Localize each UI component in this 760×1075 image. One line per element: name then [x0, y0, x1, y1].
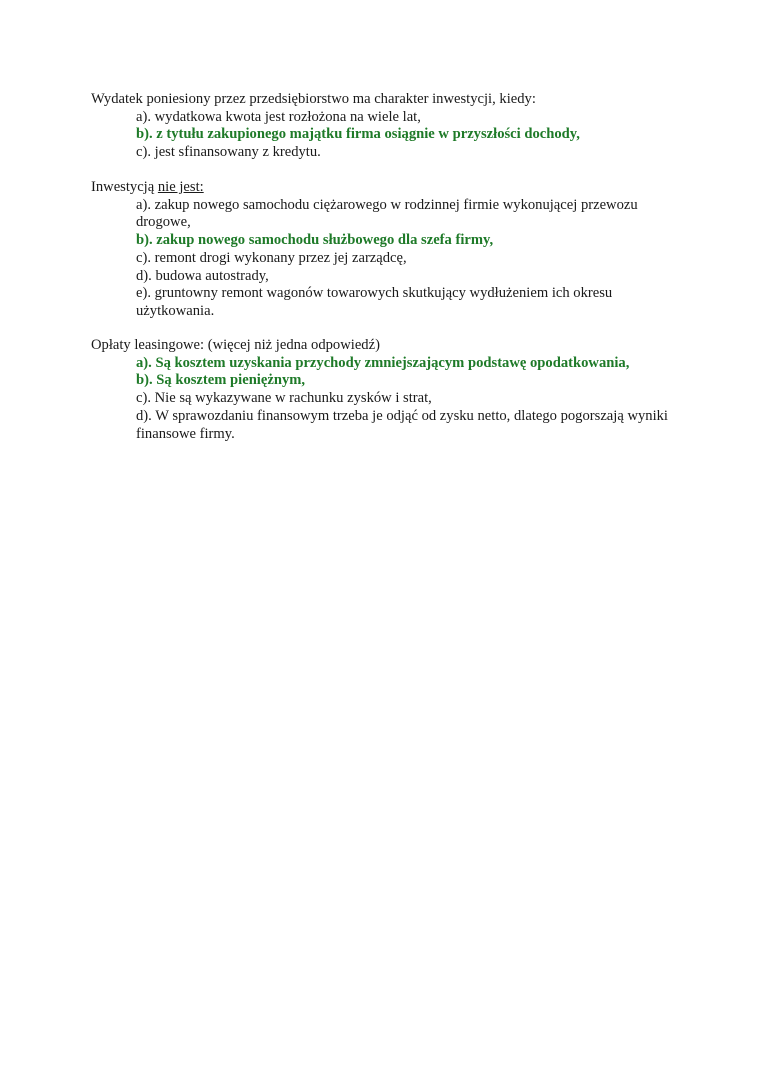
question-prompt-prefix: Inwestycją — [91, 179, 158, 195]
question-prompt: Opłaty leasingowe: (więcej niż jedna odpowiedź) — [91, 337, 380, 353]
question-prompt-underlined: nie jest: — [157, 179, 204, 195]
answer-list — [136, 109, 681, 162]
question-prompt — [91, 179, 681, 197]
answer-list — [136, 197, 681, 321]
answer-option-correct: a). Są kosztem uzyskania przychody zmniejszającym podstawę opodatkowania, — [136, 354, 630, 371]
question-1 — [91, 91, 681, 162]
answer-list — [136, 355, 681, 444]
answer-option: a). zakup nowego samochodu ciężarowego w rodzinnej firmie wykonującej przewozu drogowe, — [136, 196, 638, 231]
question-prompt: Wydatek poniesiony przez przedsiębiorstwo ma charakter inwestycji, kiedy: — [91, 91, 536, 107]
answer-option-correct: b). z tytułu zakupionego majątku firma osiągnie w przyszłości dochody, — [136, 126, 580, 143]
answer-option: c). Nie są wykazywane w rachunku zysków i strat, — [136, 390, 432, 407]
answer-option: c). jest sfinansowany z kredytu. — [136, 144, 321, 161]
answer-option: d). budowa autostrady, — [136, 267, 269, 284]
question-2 — [91, 179, 681, 321]
question-3 — [91, 337, 681, 443]
answer-option: d). W sprawozdaniu finansowym trzeba je odjąć od zysku netto, dlatego pogorszają wyniki finansowe firmy. — [136, 407, 668, 442]
answer-option: e). gruntowny remont wagonów towarowych skutkujący wydłużeniem ich okresu użytkowania. — [136, 285, 613, 319]
answer-option: c). remont drogi wykonany przez jej zarządcę, — [136, 249, 407, 266]
answer-option-correct: b). zakup nowego samochodu służbowego dla szefa firmy, — [136, 232, 494, 249]
answer-option-correct: b). Są kosztem pieniężnym, — [136, 372, 306, 389]
answer-option: a). wydatkowa kwota jest rozłożona na wiele lat, — [136, 108, 421, 125]
